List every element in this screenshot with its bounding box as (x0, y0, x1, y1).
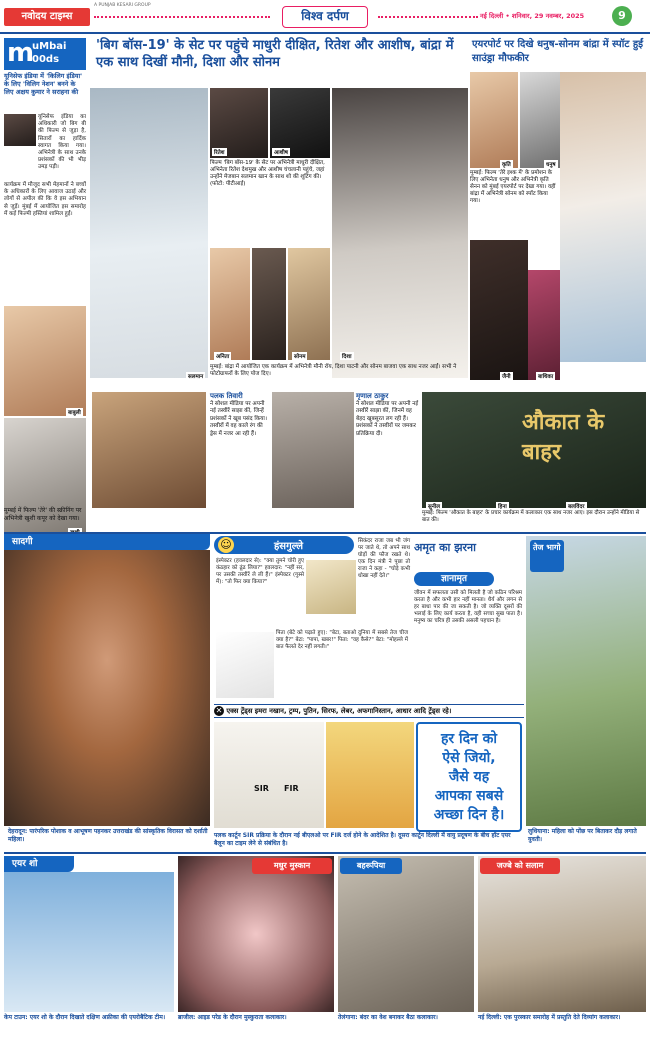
airport-caption: मुम्बई: फिल्म 'तेरे इश्क में' के प्रमोशन के लिए अभिनेता धनुष और अभिनेत्री कृति सेनन को मुंबई एयरपोर्ट पर देखा गया। वहीं बांद्रा में अभिनेत्री सोनम को स्पॉट किया गया। (470, 170, 556, 204)
quote-box (416, 722, 522, 832)
mumbai-column (4, 38, 86, 528)
mumbai-caption: मुम्बई में फिल्म 'तेरे' की स्क्रीनिंग पर अभिनेत्री खुशी कपूर को देखा गया। (4, 507, 82, 522)
caption-air-show: केप टाउन: एयर शो के दौरान दिखाते दक्षिण अफ्रीका की एयरोबैटिक टीम। (4, 1014, 166, 1021)
amrit-text: जीवन में सफलता उसी को मिलती है जो कठिन परिश्रम करता है और कभी हार नहीं मानता। धैर्य और लगन से हर बाधा पार की जा सकती है। जो व्यक्ति दूसरों की भलाई के लिए कार्य करता है, वही सच्चा सुख पाता है। मनुष्य का चरित्र ही उसकी असली पहचान है। (414, 590, 522, 624)
amrit-title: अमृत का झरना (414, 541, 476, 554)
label-ashish: आशीष (274, 150, 288, 156)
label-ritesh: रितेश (214, 150, 225, 156)
quote-line-2: ऐसे जियो, (442, 750, 496, 766)
caption-jajbe: नई दिल्ली: एक पुरस्कार समारोह में प्रस्तुति देते दिव्यांग कलाकार। (478, 1014, 621, 1021)
label-dhanush: धनुष (546, 162, 556, 168)
band-air-show: एयर शो (4, 856, 74, 872)
trends-text: एक्स ट्रेंड्स इमरा नखान, ट्रम्प, पुतिन, सिरफ, लेबर, अफगानिस्तान, आधार आदि ट्रेंड्स रहे। (226, 707, 452, 715)
sadgi-caption: देहरादून: पारंपरिक पोशाक व आभूषण पहनकर उत्तराखंड की सांस्कृतिक विरासत को दर्शाती महिला। (8, 828, 208, 843)
unicef-photo (4, 114, 36, 146)
dotted-rule-left (94, 16, 270, 18)
photo-jaini (470, 240, 528, 380)
photo-jajbe (478, 856, 646, 1012)
logo-sub: A PUNJAB KESARI GROUP (94, 3, 151, 8)
mrunal-text: ने सोशल मीडिया पर अपनी नई तस्वीरें साझा कीं, जिनमें वह बेहद खूबसूरत लग रही हैं। प्रशंसकों ने तस्वीरों पर जमकर प्रतिक्रिया दी। (356, 401, 419, 437)
photo-kriti (470, 72, 518, 168)
label-jaini: जैनी (502, 374, 511, 380)
hasgulle-title: हंसगुल्ले (274, 541, 303, 552)
mumbai-body-1: यूनिसेफ इंडिया का अधिकारी जो बिग बी की फिल्म से जुड़ा है, सितारों का हार्दिक स्वागत किया गया। अभिनेत्री के साथ उनके प्रशंसकों की भी भीड़ उमड़ पड़ी। (38, 114, 86, 171)
label-balvinder: बलविंदर (568, 504, 585, 510)
sir-label: SIR (254, 784, 269, 793)
photo-smile (178, 856, 334, 1012)
quote-line-4: आपका सबसे (434, 788, 504, 804)
photo-sonam-b (288, 248, 330, 360)
fir-label: FIR (284, 784, 299, 793)
mumbai-body-2: कार्यक्रम में मौजूद सभी मेहमानों ने बच्चों के अधिकारों के लिए आवाज उठाई और लोगों से अपील की कि वे इस अभियान से जुड़ें। मुंबई में आयोजित इस समारोह में कई फिल्मी हस्तियां शामिल हुईं। (4, 182, 86, 217)
hasgulle-title-box (214, 536, 354, 554)
sadgi-band: सादगी (4, 534, 210, 550)
event-caption: मुम्बई: फिल्म 'औकात के बाहर' के प्रचार कार्यक्रम में कलाकार एक साथ नजर आए। इस दौरान उन्होंने मीडिया से बात की। (422, 510, 640, 523)
bigboss-headline: 'बिग बॉस-19' के सेट पर पहुंचे माधुरी दीक्षित, रितेश और आशीष, बांद्रा में एक साथ दिखीं मौनी, दिशा और सोनम (96, 38, 454, 70)
bigboss-caption-2: मुम्बई: बांद्रा में आयोजित एक कार्यक्रम में अभिनेत्री मौनी रॉय, दिशा पाटनी और सोनम बाजवा एक साथ नजर आईं। सभी ने फोटोग्राफरों के लिए पोज दिए। (210, 364, 457, 377)
trends-ticker (214, 704, 524, 718)
label-babuli: बाबुली (68, 410, 81, 416)
band-bahurupiya: बहरूपिया (340, 858, 402, 874)
photo-bahurupiya (338, 856, 474, 1012)
photo-sadgi (4, 550, 210, 826)
photo-anita-2 (252, 248, 286, 360)
tej-bhago-title: तेज भागो (530, 540, 564, 572)
photo-palak (92, 392, 206, 508)
airport-headline: एयरपोर्ट पर दिखे धनुष-सोनम बांद्रा में स्पॉट हुईं साउंड्रा मौफकीर (472, 39, 644, 64)
band-jajbe: जज्बे को सलाम (480, 858, 560, 874)
cartoon-caption: पलक कार्टून SIR प्रक्रिया के दौरान नई बीएलओ पर FIR दर्ज होने के आदेशित है। दूसरा कार्टून दिल्ली में वायु प्रदूषण के बीच हॉट एयर बैलून का टाइम लेने से संबंधित है। (214, 832, 511, 847)
label-sonam: सोनम (294, 354, 306, 360)
label-hina: हिना (498, 504, 507, 510)
cartoon-balloon (326, 722, 414, 828)
label-disha: दिशा (342, 354, 352, 360)
x-icon: ✕ (215, 706, 223, 715)
photo-mouni-disha (332, 88, 468, 378)
dotted-rule-right (378, 16, 478, 18)
photo-bathika (528, 270, 560, 380)
cartoon-police (306, 560, 356, 614)
photo-air-show (4, 872, 174, 1012)
tej-caption: लुधियाना: महिला को पोंछ पर बिताकर दौड़ लगाते युवती। (528, 828, 637, 843)
section-title: विश्व दर्पण (282, 6, 368, 28)
smiley-icon: ☺ (218, 537, 234, 553)
event-banner-text: औकात के बाहर (522, 410, 605, 465)
photo-sonam-airport (560, 72, 646, 362)
palak-title: पलक तिवारी (210, 392, 243, 400)
photo-anita (210, 248, 250, 360)
label-bathika: बाथिका (538, 374, 554, 380)
photo-event (422, 392, 646, 508)
photo-madhuri-salman (90, 88, 208, 378)
amrit-title-2: ज्ञानामृत (414, 572, 494, 586)
quote-line-5: अच्छा दिन है। (433, 807, 505, 823)
photo-tej-bhago (526, 536, 646, 826)
label-kriti: कृति (502, 162, 511, 168)
hasgulle-text-2: सिकंदर राजा जब भी जंग पर जाते थे, तो अपने साथ घोड़ों की फौज रखते थे। एक दिन मंत्री ने पूछा तो राजा ने कहा - "घोड़े कभी धोखा नहीं देते।" (358, 538, 410, 579)
cartoon-father-son (216, 632, 274, 698)
bottom-divider (4, 852, 646, 854)
mrunal-text-block (356, 392, 420, 508)
label-anita: अनिता (216, 354, 230, 360)
mumbai-headline: यूनिसेफ इंडिया में 'किलिग इंडिया' के लिए 'विलिग नेशन' बनने के लिए अक्षय कुमार ने सराहना की (4, 72, 83, 96)
photo-mrunal (272, 392, 354, 508)
newspaper-logo[interactable]: नवोदय टाइम्स (4, 8, 90, 26)
quote-line-1: हर दिन को (440, 731, 498, 747)
bigboss-caption-1: फिल्म 'बिग बॉस-19' के सेट पर अभिनेत्री माधुरी दीक्षित, अभिनेता रितेश देशमुख और आशीष चंचलानी पहुंचे, जहां उन्होंने मेजबान सलमान खान के साथ शो की शूटिंग की। (फोटो: पीटीआई) (210, 160, 325, 187)
mrunal-title: मृणाल ठाकुर (356, 392, 389, 400)
photo-babuli (4, 306, 86, 416)
label-salman: सलमान (188, 374, 204, 380)
hasgulle-text-3: पिता (बेटे को पढ़ाते हुए): "बेटा, बताओ दुनिया में सबसे तेज चीज क्या है?" बेटा: "पापा, खबर!" पिता: "वह कैसे?" बेटा: "मोहल्ले में बात फैलते देर नहीं लगती।" (276, 630, 408, 650)
palak-text-block (210, 392, 270, 508)
caption-bahurupiya: तेलंगाना: बंदर का वेश बनाकर बैठा कलाकार। (338, 1014, 438, 1021)
palak-text: ने सोशल मीडिया पर अपनी नई तस्वीरें साझा कीं, जिन्हें प्रशंसकों ने खूब पसंद किया। तस्वीरों में वह काले रंग की ड्रेस में नजर आ रही हैं। (210, 401, 267, 437)
page-number: 9 (612, 6, 632, 26)
masthead (0, 0, 650, 34)
hasgulle-text-1: इंस्पेक्टर (हवलदार से): "क्या तुमने चोरी हुए कंठहार को ढूंढ लिया?" हवलदार: "नहीं सर, पर उसकी तस्वीरें ले ली हैं।" इंस्पेक्टर (गुस्से में): "तो फिर क्या किया?" (216, 558, 304, 585)
band-smile: मधुर मुस्कान (252, 858, 332, 874)
caption-smile: ब्राजील: आइड परेड के दौरान मुस्कुराता कलाकार। (178, 1014, 287, 1021)
label-sunil: सुनील (428, 504, 440, 510)
quote-line-3: जैसे यह (448, 769, 490, 785)
edition-date: नई दिल्ली • शनिवार, 29 नवम्बर, 2025 (480, 12, 585, 20)
mumbai-goods-tag: m uMbai 00ds (4, 38, 86, 70)
cartoon-sir (214, 722, 324, 828)
